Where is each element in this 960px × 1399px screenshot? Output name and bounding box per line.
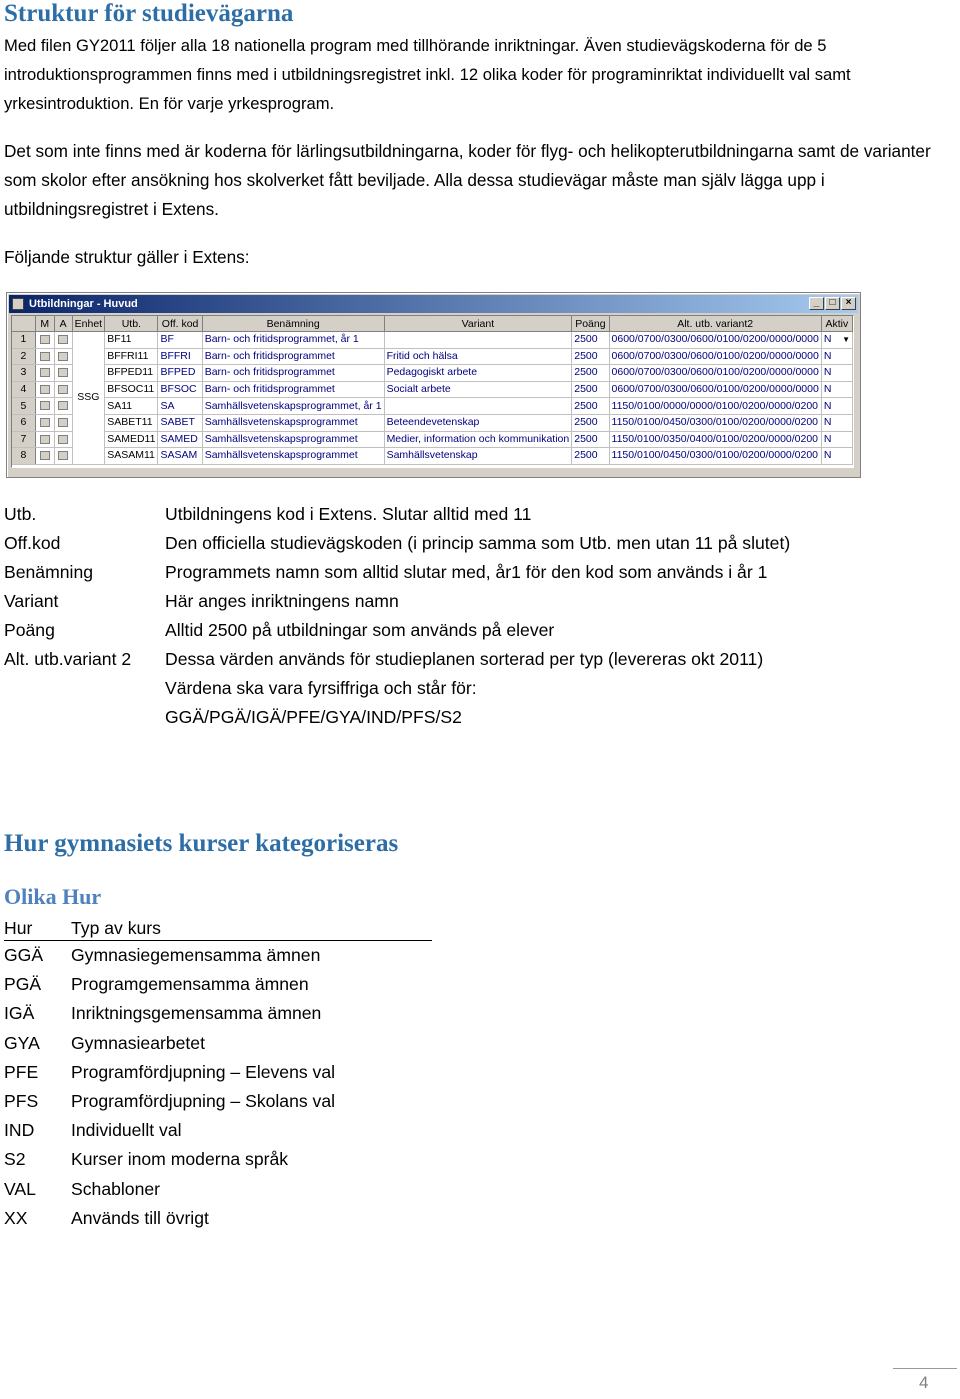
hur-type: Schabloner — [71, 1178, 161, 1199]
alt-variant-cell[interactable]: 1150/0100/0000/0000/0100/0200/0000/0200 — [609, 398, 821, 415]
variant-cell[interactable] — [384, 332, 572, 349]
row-number: 5 — [12, 398, 35, 415]
variant-cell[interactable]: Fritid och hälsa — [384, 348, 572, 365]
benamning-cell[interactable]: Barn- och fritidsprogrammet — [202, 381, 384, 398]
offkod-cell[interactable]: BFPED — [158, 365, 202, 382]
hur-item — [4, 1058, 432, 1087]
aktiv-value: N — [823, 349, 832, 362]
offkod-cell[interactable]: BFSOC — [158, 381, 202, 398]
column-header-1[interactable]: M — [35, 316, 54, 332]
hur-type: Inriktningsgemensamma ämnen — [71, 1003, 322, 1024]
poang-cell[interactable]: 2500 — [572, 398, 609, 415]
definition-term: Variant — [4, 591, 59, 611]
alt-variant-cell[interactable]: 0600/0700/0300/0600/0100/0200/0000/0000 — [609, 348, 821, 365]
column-header-4[interactable]: Utb. — [105, 316, 158, 332]
checkbox-a[interactable] — [58, 335, 68, 344]
definition-term: Poäng — [4, 620, 55, 640]
row-number: 2 — [12, 348, 35, 365]
dropdown-arrow-icon[interactable]: ▼ — [842, 335, 850, 345]
hur-code: XX — [4, 1207, 28, 1228]
hur-header-type: Typ av kurs — [71, 918, 161, 938]
checkbox-cell-m — [35, 414, 54, 431]
column-header-2[interactable]: A — [54, 316, 72, 332]
window-title: Utbildningar - Huvud — [29, 298, 138, 310]
table-row[interactable] — [12, 431, 853, 448]
offkod-cell[interactable]: BFFRI — [158, 348, 202, 365]
hur-item — [4, 1029, 432, 1058]
checkbox-cell-m — [35, 381, 54, 398]
alt-variant-cell[interactable]: 1150/0100/0350/0400/0100/0200/0000/0200 — [609, 431, 821, 448]
hur-list — [4, 914, 432, 1233]
definition-term: Benämning — [4, 562, 94, 582]
structure-intro: Följande struktur gäller i Extens: — [4, 247, 250, 267]
poang-cell[interactable]: 2500 — [572, 381, 609, 398]
missing-paragraph: Det som inte finns med är koderna för lärlingsutbildningarna, koder för flyg- och helikopterutbildningarna samt de varianter som skolor efter ansökning hos skolverket fått beviljade. Alla dessa studievägar måste man själv lägga upp i utbildningsregistret i Extens. — [4, 141, 931, 219]
checkbox-cell-a — [54, 381, 72, 398]
close-button[interactable]: × — [841, 297, 856, 310]
offkod-cell[interactable]: SAMED — [158, 431, 202, 448]
definition-desc: Den officiella studievägskoden (i princip samma som Utb. men utan 11 på slutet) — [165, 533, 791, 553]
utb-cell[interactable]: SASAM11 — [105, 448, 158, 465]
offkod-cell[interactable]: SASAM — [158, 448, 202, 465]
checkbox-cell-m — [35, 398, 54, 415]
alt-variant-cell[interactable]: 0600/0700/0300/0600/0100/0200/0000/0000 — [609, 332, 821, 349]
offkod-cell[interactable]: SA — [158, 398, 202, 415]
hur-type: Programgemensamma ämnen — [71, 974, 309, 995]
variant-cell[interactable]: Socialt arbete — [384, 381, 572, 398]
hur-item — [4, 1175, 432, 1204]
alt-variant-cell[interactable]: 1150/0100/0450/0300/0100/0200/0000/0200 — [609, 414, 821, 431]
enhet-cell: SSG — [72, 332, 105, 465]
section-title-struktur: Struktur för studievägarna — [4, 0, 294, 27]
checkbox-a[interactable] — [58, 451, 68, 460]
utb-cell[interactable]: SABET11 — [105, 414, 158, 431]
definition-desc: Här anges inriktningens namn — [165, 591, 399, 611]
hur-type: Gymnasiearbetet — [71, 1032, 205, 1053]
benamning-cell[interactable]: Samhällsvetenskapsprogrammet — [202, 448, 384, 465]
checkbox-m[interactable] — [40, 401, 50, 410]
checkbox-cell-m — [35, 348, 54, 365]
poang-cell[interactable]: 2500 — [572, 365, 609, 382]
checkbox-m[interactable] — [40, 335, 50, 344]
table-row[interactable] — [12, 365, 853, 382]
hur-item — [4, 999, 432, 1028]
column-header-6[interactable]: Benämning — [202, 316, 384, 332]
maximize-button[interactable]: □ — [825, 297, 840, 310]
hur-item — [4, 941, 432, 970]
aktiv-cell[interactable] — [821, 448, 852, 465]
checkbox-a[interactable] — [58, 435, 68, 444]
hur-header-code: Hur — [4, 918, 33, 938]
table-row[interactable] — [12, 448, 853, 465]
column-header-3[interactable]: Enhet — [72, 316, 105, 332]
column-header-9[interactable]: Alt. utb. variant2 — [609, 316, 821, 332]
aktiv-value: N — [823, 383, 832, 396]
benamning-cell[interactable]: Samhällsvetenskapsprogrammet — [202, 431, 384, 448]
checkbox-a[interactable] — [58, 418, 68, 427]
column-header-0[interactable] — [12, 316, 35, 332]
table-row[interactable] — [12, 414, 853, 431]
hur-item — [4, 1116, 432, 1145]
aktiv-cell[interactable] — [821, 381, 852, 398]
hur-code: PGÄ — [4, 974, 42, 995]
definition-desc: Dessa värden används för studieplanen sorterad per typ (levereras okt 2011) — [165, 649, 764, 669]
window-titlebar[interactable] — [9, 295, 858, 313]
checkbox-cell-a — [54, 414, 72, 431]
utb-cell[interactable]: SAMED11 — [105, 431, 158, 448]
checkbox-cell-m — [35, 365, 54, 382]
checkbox-cell-m — [35, 431, 54, 448]
row-number: 7 — [12, 431, 35, 448]
table-row[interactable] — [12, 398, 853, 415]
column-header-7[interactable]: Variant — [384, 316, 572, 332]
hur-code: PFE — [4, 1061, 39, 1082]
column-header-8[interactable]: Poäng — [572, 316, 609, 332]
intro-paragraph: Med filen GY2011 följer alla 18 nationella program med tillhörande inriktningar. Även studievägskoderna för de 5 introduktionsprogrammen finns med i utbildningsregistret inkl. 12 olika koder för programinriktat individuellt val samt yrkesintroduktion. En för varje yrkesprogram. — [4, 36, 851, 113]
utbildningar-window — [6, 292, 861, 478]
table-header-row — [12, 316, 853, 332]
checkbox-m[interactable] — [40, 352, 50, 361]
row-number: 3 — [12, 365, 35, 382]
hur-item — [4, 970, 432, 999]
checkbox-m[interactable] — [40, 435, 50, 444]
table-row[interactable] — [12, 348, 853, 365]
definition-desc: GGÄ/PGÄ/IGÄ/PFE/GYA/IND/PFS/S2 — [165, 707, 462, 727]
aktiv-cell[interactable] — [821, 332, 852, 349]
benamning-cell[interactable]: Barn- och fritidsprogrammet — [202, 348, 384, 365]
poang-cell[interactable]: 2500 — [572, 431, 609, 448]
minimize-button[interactable]: _ — [809, 297, 824, 310]
aktiv-cell[interactable] — [821, 398, 852, 415]
utbildningar-table — [12, 316, 853, 465]
checkbox-cell-a — [54, 448, 72, 465]
page-number: 4 — [919, 1373, 929, 1392]
aktiv-cell[interactable] — [821, 431, 852, 448]
page-number-rule — [893, 1368, 957, 1369]
definition-desc: Värdena ska vara fyrsiffriga och står för: — [165, 678, 477, 698]
definition-desc: Alltid 2500 på utbildningar som används på elever — [165, 620, 555, 640]
alt-variant-cell[interactable]: 1150/0100/0450/0300/0100/0200/0000/0200 — [609, 448, 821, 465]
app-icon — [12, 298, 24, 310]
hur-header — [4, 914, 432, 941]
aktiv-cell[interactable] — [821, 414, 852, 431]
row-number: 1 — [12, 332, 35, 349]
checkbox-a[interactable] — [58, 385, 68, 394]
checkbox-m[interactable] — [40, 385, 50, 394]
hur-code: S2 — [4, 1149, 26, 1170]
table-row[interactable] — [12, 332, 853, 349]
benamning-cell[interactable]: Barn- och fritidsprogrammet — [202, 365, 384, 382]
checkbox-cell-a — [54, 332, 72, 349]
column-header-10[interactable]: Aktiv — [821, 316, 852, 332]
hur-code: IND — [4, 1120, 35, 1141]
hur-type: Programfördjupning – Skolans val — [71, 1090, 336, 1111]
utb-cell[interactable]: BFFRI11 — [105, 348, 158, 365]
hur-item — [4, 1145, 432, 1174]
hur-code: GGÄ — [4, 945, 44, 965]
hur-type: Används till övrigt — [71, 1207, 209, 1228]
checkbox-a[interactable] — [58, 352, 68, 361]
aktiv-cell[interactable] — [821, 365, 852, 382]
benamning-cell[interactable]: Samhällsvetenskapsprogrammet — [202, 414, 384, 431]
aktiv-value: N — [823, 366, 832, 379]
hur-code: VAL — [4, 1178, 36, 1199]
poang-cell[interactable]: 2500 — [572, 332, 609, 349]
checkbox-cell-a — [54, 398, 72, 415]
checkbox-a[interactable] — [58, 368, 68, 377]
aktiv-value: N — [823, 333, 832, 346]
definition-desc: Utbildningens kod i Extens. Slutar alltid med 11 — [165, 504, 532, 524]
checkbox-m[interactable] — [40, 368, 50, 377]
offkod-cell[interactable]: BF — [158, 332, 202, 349]
subsection-title-olika-hur: Olika Hur — [4, 884, 102, 909]
column-header-5[interactable]: Off. kod — [158, 316, 202, 332]
checkbox-a[interactable] — [58, 401, 68, 410]
section-title-hur: Hur gymnasiets kurser kategoriseras — [4, 830, 399, 857]
checkbox-m[interactable] — [40, 418, 50, 427]
row-number: 4 — [12, 381, 35, 398]
checkbox-cell-a — [54, 431, 72, 448]
utb-cell[interactable]: BFSOC11 — [105, 381, 158, 398]
hur-item — [4, 1087, 432, 1116]
hur-type: Individuellt val — [71, 1120, 182, 1141]
definition-term: Utb. — [4, 504, 37, 524]
row-number: 6 — [12, 414, 35, 431]
hur-type: Kurser inom moderna språk — [71, 1149, 289, 1170]
variant-cell[interactable] — [384, 398, 572, 415]
aktiv-cell[interactable] — [821, 348, 852, 365]
offkod-cell[interactable]: SABET — [158, 414, 202, 431]
poang-cell[interactable]: 2500 — [572, 348, 609, 365]
alt-variant-cell[interactable]: 0600/0700/0300/0600/0100/0200/0000/0000 — [609, 365, 821, 382]
aktiv-value: N — [823, 399, 832, 412]
hur-item — [4, 1204, 432, 1233]
variant-cell[interactable]: Medier, information och kommunikation — [384, 431, 572, 448]
checkbox-cell-m — [35, 448, 54, 465]
definition-term: Alt. utb.variant 2 — [4, 649, 132, 669]
benamning-cell[interactable]: Samhällsvetenskapsprogrammet, år 1 — [202, 398, 384, 415]
hur-code: IGÄ — [4, 1003, 35, 1024]
utbildningar-grid — [11, 315, 854, 468]
row-number: 8 — [12, 448, 35, 465]
aktiv-value: N — [823, 416, 832, 429]
poang-cell[interactable]: 2500 — [572, 414, 609, 431]
benamning-cell[interactable]: Barn- och fritidsprogrammet, år 1 — [202, 332, 384, 349]
aktiv-value: N — [823, 432, 832, 445]
definition-term: Off.kod — [4, 533, 61, 553]
utb-cell[interactable]: BFPED11 — [105, 365, 158, 382]
checkbox-cell-a — [54, 365, 72, 382]
poang-cell[interactable]: 2500 — [572, 448, 609, 465]
utb-cell[interactable]: SA11 — [105, 398, 158, 415]
hur-type: Programfördjupning – Elevens val — [71, 1061, 336, 1082]
checkbox-m[interactable] — [40, 451, 50, 460]
hur-code: GYA — [4, 1032, 40, 1053]
variant-cell[interactable]: Samhällsvetenskap — [384, 448, 572, 465]
variant-cell[interactable]: Beteendevetenskap — [384, 414, 572, 431]
table-row[interactable] — [12, 381, 853, 398]
variant-cell[interactable]: Pedagogiskt arbete — [384, 365, 572, 382]
checkbox-cell-a — [54, 348, 72, 365]
hur-type: Gymnasiegemensamma ämnen — [71, 945, 321, 965]
aktiv-value: N — [823, 449, 832, 462]
hur-code: PFS — [4, 1090, 39, 1111]
checkbox-cell-m — [35, 332, 54, 349]
alt-variant-cell[interactable]: 0600/0700/0300/0600/0100/0200/0000/0000 — [609, 381, 821, 398]
utb-cell[interactable]: BF11 — [105, 332, 158, 349]
definition-desc: Programmets namn som alltid slutar med, år1 för den kod som används i år 1 — [165, 562, 768, 582]
